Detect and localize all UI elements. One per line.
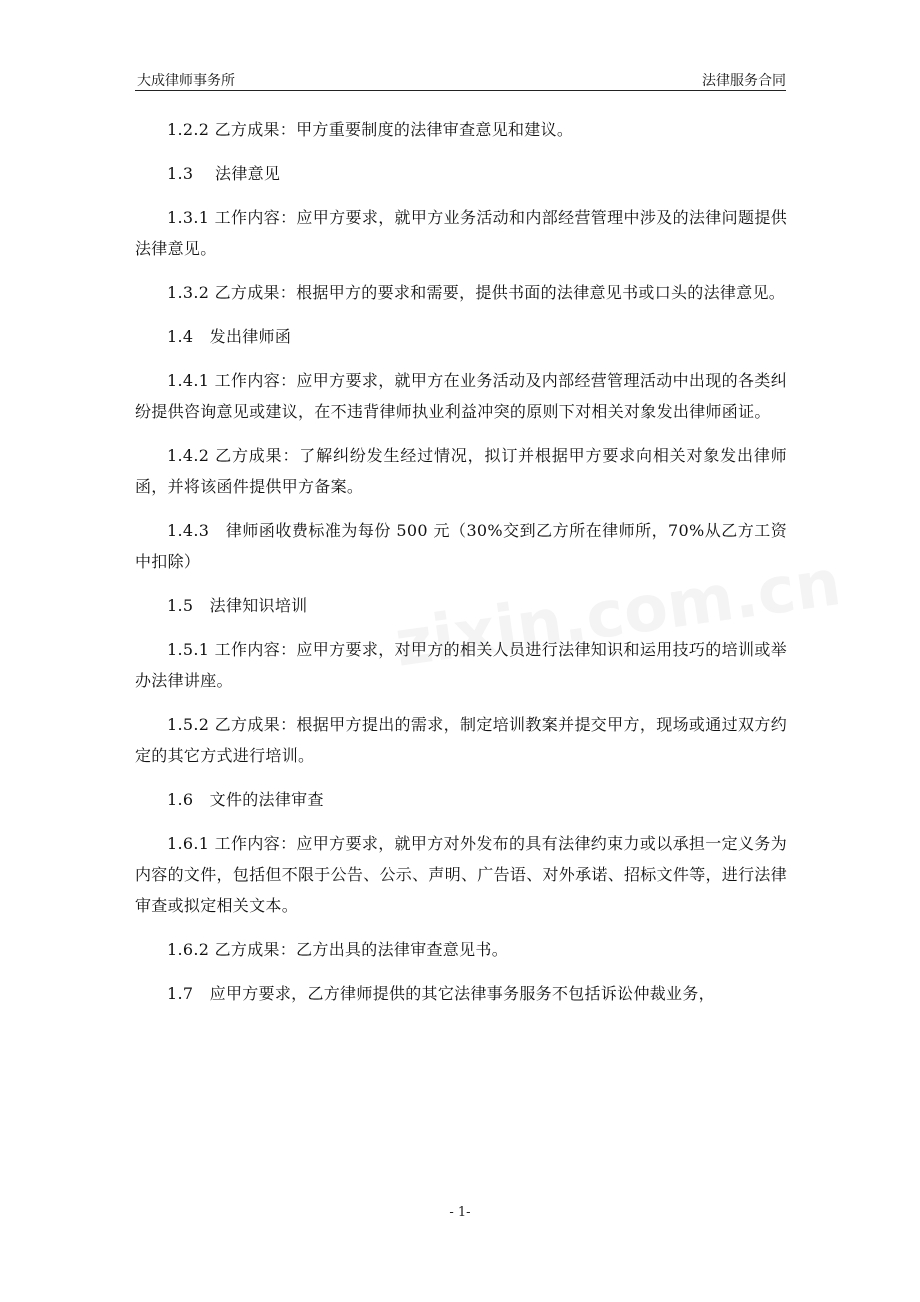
header-document-title: 法律服务合同 <box>702 73 786 89</box>
clause-1-5-heading: 1.5 法律知识培训 <box>167 596 308 615</box>
clause-1-4-1: 1.4.1 工作内容：应甲方要求，就甲方在业务活动及内部经营管理活动中出现的各类纠纷提供咨询意见或建议，在不违背律师执业利益冲突的原则下对相关对象发出律师函证。 <box>135 371 787 421</box>
document-body <box>135 114 787 1022</box>
clause-1-2-2: 1.2.2 乙方成果：甲方重要制度的法律审查意见和建议。 <box>167 120 574 139</box>
clause-1-5-2: 1.5.2 乙方成果：根据甲方提出的需求，制定培训教案并提交甲方，现场或通过双方约定的其它方式进行培训。 <box>135 715 787 765</box>
clause-1-4-heading: 1.4 发出律师函 <box>167 327 292 346</box>
clause-1-3-1: 1.3.1 工作内容：应甲方要求，就甲方业务活动和内部经营管理中涉及的法律问题提供法律意见。 <box>135 208 787 258</box>
clause-1-6-2: 1.6.2 乙方成果：乙方出具的法律审查意见书。 <box>167 940 508 959</box>
clause-1-3-heading: 1.3 法律意见 <box>167 164 281 183</box>
clause-1-6-heading: 1.6 文件的法律审查 <box>167 790 324 809</box>
page-number: - 1- <box>449 1205 471 1220</box>
clause-1-5-1: 1.5.1 工作内容：应甲方要求，对甲方的相关人员进行法律知识和运用技巧的培训或举办法律讲座。 <box>135 640 787 690</box>
clause-1-7: 1.7 应甲方要求，乙方律师提供的其它法律事务服务不包括诉讼仲裁业务， <box>167 984 715 1003</box>
clause-1-4-2: 1.4.2 乙方成果：了解纠纷发生经过情况，拟订并根据甲方要求向相关对象发出律师函，并将该函件提供甲方备案。 <box>135 446 787 496</box>
page-header <box>135 68 786 91</box>
clause-1-3-2: 1.3.2 乙方成果：根据甲方的要求和需要，提供书面的法律意见书或口头的法律意见。 <box>167 283 786 302</box>
header-firm-name: 大成律师事务所 <box>137 73 235 89</box>
clause-1-6-1: 1.6.1 工作内容：应甲方要求，就甲方对外发布的具有法律约束力或以承担一定义务为内容的文件，包括但不限于公告、公示、声明、广告语、对外承诺、招标文件等，进行法律审查或拟定相关文本。 <box>135 834 788 915</box>
clause-1-4-3: 1.4.3 律师函收费标准为每份 500 元（30%交到乙方所在律师所，70%从乙方工资中扣除） <box>135 521 787 571</box>
